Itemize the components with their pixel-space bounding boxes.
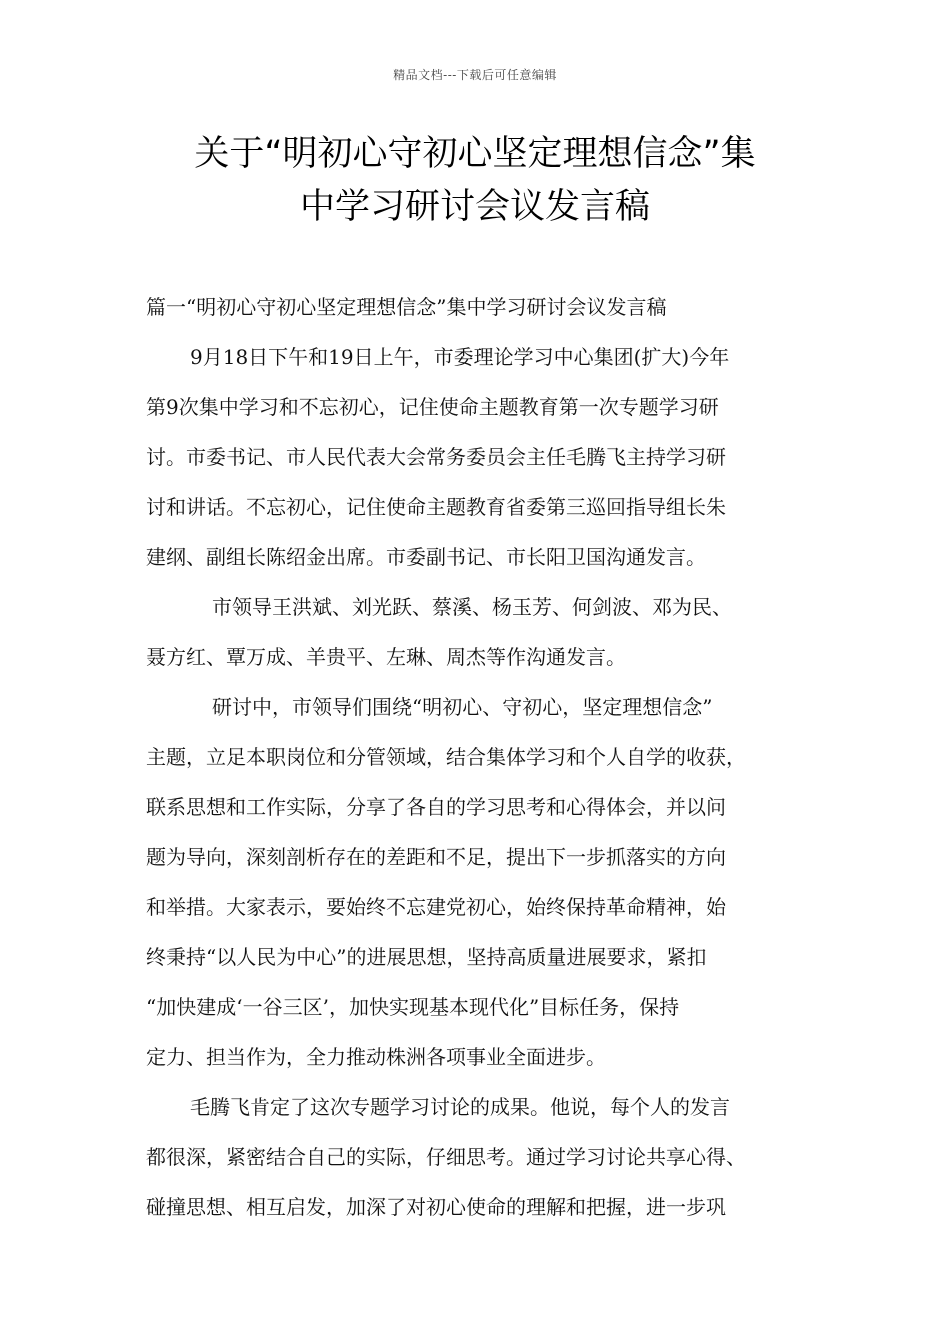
paragraph-line: 主题，立足本职岗位和分管领域，结合集体学习和个人自学的收获，	[146, 745, 746, 769]
paragraph-line: 都很深，紧密结合自己的实际，仔细思考。通过学习讨论共享心得、	[146, 1145, 746, 1169]
paragraph-line: 篇一“明初心守初心坚定理想信念”集中学习研讨会议发言稿	[146, 295, 667, 319]
paragraph-line: 第9次集中学习和不忘初心，记住使命主题教育第一次专题学习研	[146, 395, 719, 419]
paragraph-line: 毛腾飞肯定了这次专题学习讨论的成果。他说，每个人的发言	[190, 1095, 730, 1119]
paragraph-line: 研讨中，市领导们围绕“明初心、守初心，坚定理想信念”	[212, 695, 713, 719]
title-line-2: 中学习研讨会议发言稿	[299, 187, 650, 227]
paragraph-line: 题为导向，深刻剖析存在的差距和不足，提出下一步抓落实的方向	[146, 845, 726, 869]
paragraph-line: 联系思想和工作实际，分享了各自的学习思考和心得体会，并以问	[146, 795, 726, 819]
paragraph-2	[146, 332, 836, 582]
paragraph-line: 市领导王洪斌、刘光跃、蔡溪、杨玉芳、何剑波、邓为民、	[212, 595, 732, 619]
paragraph-line: 9月18日下午和19日上午，市委理论学习中心集团(扩大)今年	[190, 345, 730, 369]
paragraph-4	[146, 682, 836, 1082]
paragraph-line: 终秉持“以人民为中心”的进展思想，坚持高质量进展要求，紧扣	[146, 945, 707, 969]
paragraph-5	[146, 1082, 836, 1232]
paragraph-line: “加快建成‘一谷三区’，加快实现基本现代化”目标任务，保持	[146, 995, 680, 1019]
paragraph-line: 建纲、副组长陈绍金出席。市委副书记、市长阳卫国沟通发言。	[146, 545, 706, 569]
paragraph-line: 讨。市委书记、市人民代表大会常务委员会主任毛腾飞主持学习研	[146, 445, 726, 469]
paragraph-line: 碰撞思想、相互启发，加深了对初心使命的理解和把握，进一步巩	[146, 1195, 726, 1219]
title-line-1: 关于“明初心守初心坚定理想信念”集	[194, 134, 756, 174]
paragraph-line: 定力、担当作为，全力推动株洲各项事业全面进步。	[146, 1045, 606, 1069]
paragraph-line: 和举措。大家表示，要始终不忘建党初心，始终保持革命精神，始	[146, 895, 726, 919]
document-body	[146, 282, 836, 1232]
paragraph-1	[146, 282, 836, 332]
paragraph-line: 聂方红、覃万成、羊贵平、左琳、周杰等作沟通发言。	[146, 645, 626, 669]
document-title	[95, 128, 855, 234]
paragraph-3	[146, 582, 836, 682]
header-note: 精品文档---下载后可任意编辑	[393, 68, 557, 82]
paragraph-line: 讨和讲话。不忘初心，记住使命主题教育省委第三巡回指导组长朱	[146, 495, 726, 519]
